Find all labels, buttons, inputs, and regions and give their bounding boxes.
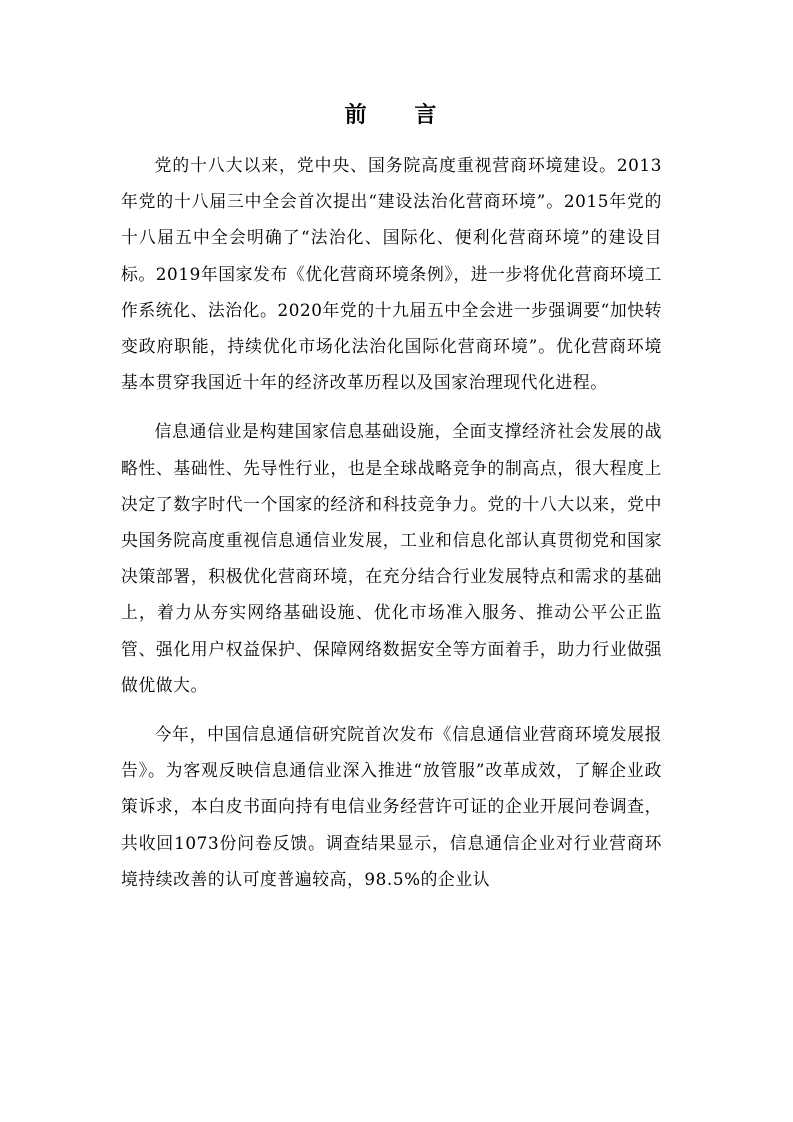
paragraph-2: 信息通信业是构建国家信息基础设施，全面支撑经济社会发展的战略性、基础性、先导性行业，也是全球战略竞争的制高点，很大程度上决定了数字时代一个国家的经济和科技竞争力。党的十八大以来，党中央国务院高度重视信息通信业发展，工业和信息化部认真贯彻党和国家决策部署，积极优化营商环境，在充分结合行业发展特点和需求的基础上，着力从夯实网络基础设施、优化市场准入服务、推动公平公正监管、强化用户权益保护、保障网络数据安全等方面着手，助力行业做强做优做大。	[121, 421, 662, 695]
document-page	[121, 97, 662, 910]
paragraph-1: 党的十八大以来，党中央、国务院高度重视营商环境建设。2013年党的十八届三中全会首次提出“建设法治化营商环境”。2015年党的十八届五中全会明确了“法治化、国际化、便利化营商环境”的建设目标。2019年国家发布《优化营商环境条例》，进一步将优化营商环境工作系统化、法治化。2020年党的十九届五中全会进一步强调要“加快转变政府职能，持续优化市场化法治化国际化营商环境”。优化营商环境基本贯穿我国近十年的经济改革历程以及国家治理现代化进程。	[121, 155, 662, 393]
page-title: 前 言	[344, 102, 457, 128]
paragraph-3: 今年，中国信息通信研究院首次发布《信息通信业营商环境发展报告》。为客观反映信息通信业深入推进“放管服”改革成效，了解企业政策诉求，本白皮书面向持有电信业务经营许可证的企业开展问卷调查，共收回1073份问卷反馈。调查结果显示，信息通信企业对行业营商环境持续改善的认可度普遍较高，98.5%的企业认	[121, 724, 662, 889]
